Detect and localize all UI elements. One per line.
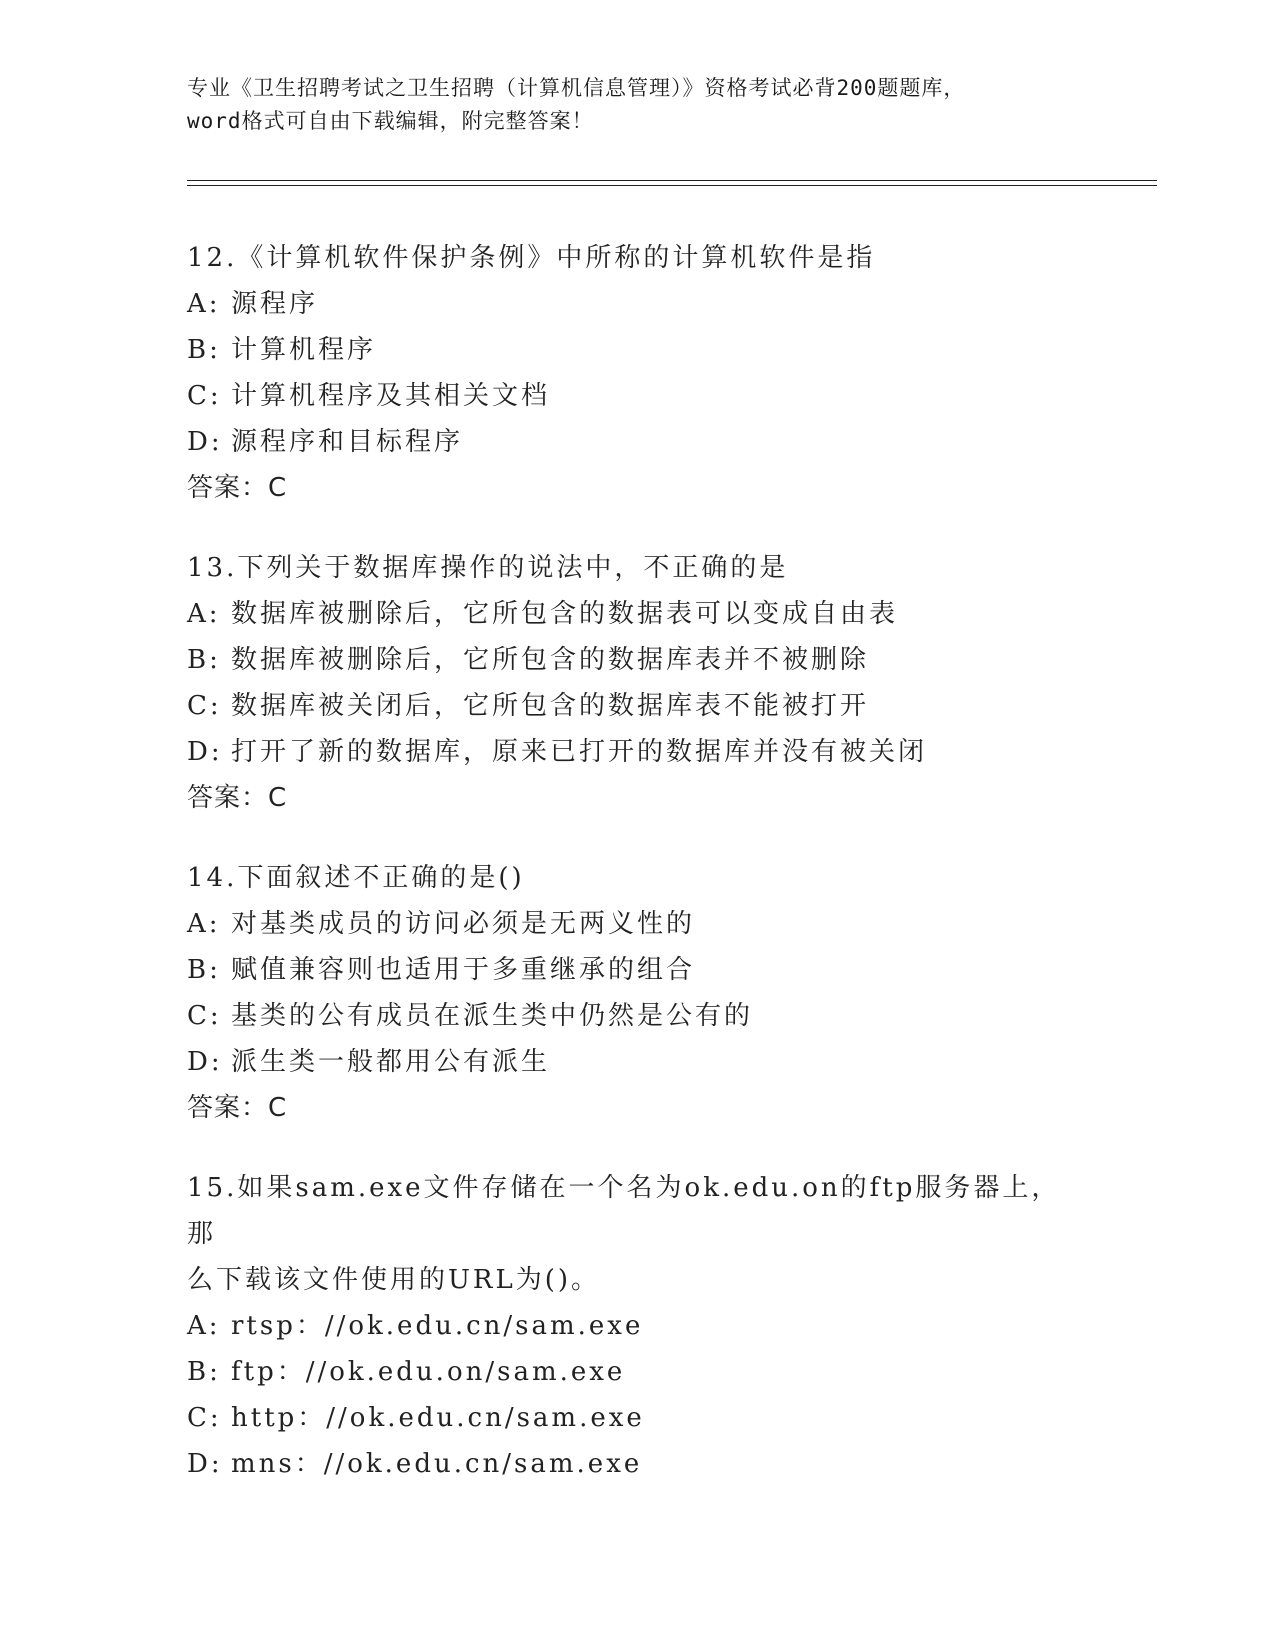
option-a [187, 591, 1087, 637]
document-header [187, 72, 1087, 138]
option-b [187, 1349, 1087, 1395]
option-a [187, 281, 1087, 327]
header-divider-top [187, 180, 1157, 181]
option-letter: D: [187, 737, 223, 767]
question-14 [187, 855, 1087, 1131]
option-text: 基类的公有成员在派生类中仍然是公有的 [231, 1001, 754, 1031]
question-title: 14.下面叙述不正确的是() [187, 863, 525, 893]
option-text: 数据库被删除后，它所包含的数据库表并不被删除 [231, 645, 870, 675]
question-title: 15.如果sam.exe文件存储在一个名为ok.edu.on的ftp服务器上，那 [187, 1173, 1061, 1249]
option-text: rtsp：//ok.edu.cn/sam.exe [231, 1311, 644, 1341]
option-c [187, 683, 1087, 729]
option-letter: B: [187, 955, 221, 985]
option-b [187, 947, 1087, 993]
option-text: 源程序和目标程序 [231, 427, 464, 457]
header-divider-bottom [187, 185, 1157, 186]
option-a [187, 901, 1087, 947]
option-text: 计算机程序 [231, 335, 377, 365]
option-d [187, 1039, 1087, 1085]
question-13 [187, 545, 1087, 821]
option-letter: A: [187, 1311, 221, 1341]
option-letter: B: [187, 1357, 221, 1387]
option-letter: C: [187, 691, 222, 721]
option-d [187, 729, 1087, 775]
option-letter: C: [187, 1403, 222, 1433]
question-title: 13.下列关于数据库操作的说法中，不正确的是 [187, 553, 789, 583]
option-letter: A: [187, 599, 221, 629]
option-b [187, 637, 1087, 683]
option-letter: D: [187, 1047, 223, 1077]
option-c [187, 993, 1087, 1039]
answer-line: 答案：C [187, 473, 288, 503]
question-title-continued: 么下载该文件使用的URL为()。 [187, 1265, 601, 1295]
option-text: ftp：//ok.edu.on/sam.exe [231, 1357, 626, 1387]
option-letter: D: [187, 1449, 223, 1479]
option-letter: B: [187, 645, 221, 675]
option-letter: D: [187, 427, 223, 457]
option-text: 源程序 [231, 289, 319, 319]
answer-line: 答案：C [187, 1093, 288, 1123]
question-title: 12.《计算机软件保护条例》中所称的计算机软件是指 [187, 243, 876, 273]
option-letter: A: [187, 909, 221, 939]
option-text: 对基类成员的访问必须是无两义性的 [231, 909, 696, 939]
option-c [187, 373, 1087, 419]
option-d [187, 1441, 1087, 1487]
option-text: mns：//ok.edu.cn/sam.exe [231, 1449, 643, 1479]
option-text: 打开了新的数据库，原来已打开的数据库并没有被关闭 [231, 737, 928, 767]
question-12 [187, 235, 1087, 511]
option-text: 赋值兼容则也适用于多重继承的组合 [231, 955, 696, 985]
option-letter: C: [187, 381, 222, 411]
header-line-1: 专业《卫生招聘考试之卫生招聘（计算机信息管理）》资格考试必背200题题库， [187, 76, 966, 100]
option-text: 计算机程序及其相关文档 [231, 381, 551, 411]
option-text: 派生类一般都用公有派生 [231, 1047, 551, 1077]
option-letter: C: [187, 1001, 222, 1031]
header-line-2: word格式可自由下载编辑，附完整答案！ [187, 109, 594, 133]
option-a [187, 1303, 1087, 1349]
answer-line: 答案：C [187, 783, 288, 813]
option-text: http：//ok.edu.cn/sam.exe [231, 1403, 645, 1433]
option-text: 数据库被删除后，它所包含的数据表可以变成自由表 [231, 599, 899, 629]
option-d [187, 419, 1087, 465]
question-list [187, 235, 1087, 1521]
option-text: 数据库被关闭后，它所包含的数据库表不能被打开 [231, 691, 870, 721]
option-letter: A: [187, 289, 221, 319]
option-c [187, 1395, 1087, 1441]
option-letter: B: [187, 335, 221, 365]
option-b [187, 327, 1087, 373]
question-15 [187, 1165, 1087, 1487]
